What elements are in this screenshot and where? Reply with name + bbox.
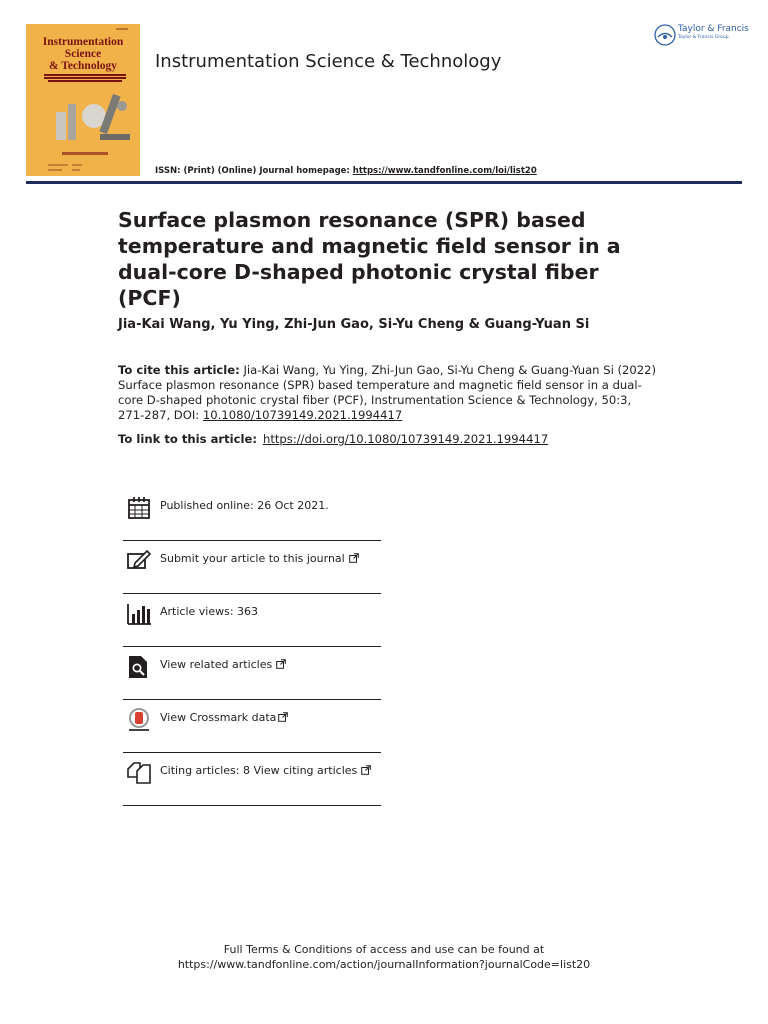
citing-articles-item[interactable] — [123, 753, 381, 806]
crossmark-link[interactable]: View Crossmark data — [160, 711, 288, 724]
external-link-icon — [276, 659, 286, 669]
issn-label: ISSN: (Print) (Online) Journal homepage: — [155, 166, 353, 176]
submit-article-item[interactable] — [123, 541, 381, 594]
cite-label: To cite this article: — [118, 363, 240, 377]
publisher-logo — [654, 22, 749, 48]
link-block — [118, 432, 548, 446]
crossmark-icon — [127, 708, 151, 732]
cover-editor-line — [62, 152, 108, 155]
publisher-group: Taylor & Francis Group — [678, 35, 729, 40]
issn-line — [155, 166, 537, 176]
cover-volume-mark — [116, 28, 128, 30]
journal-cover — [26, 24, 140, 176]
external-link-icon — [349, 553, 359, 563]
related-articles-item[interactable] — [123, 647, 381, 700]
crossmark-item[interactable] — [123, 700, 381, 753]
related-articles-link[interactable]: View related articles — [160, 658, 286, 671]
journal-name: Instrumentation Science & Technology — [155, 51, 502, 72]
cite-text: Jia-Kai Wang, Yu Ying, Zhi-Jun Gao, Si-Yu Cheng & Guang-Yuan Si (2022) Surface plasmon resonance (SPR) based temperature and magnetic field sensor in a dual-core D-shaped photonic crystal fiber (PCF), Instrumentation Science & Technology, 50:3, 271-287, DOI: — [118, 363, 657, 422]
article-views-text: Article views: 363 — [160, 605, 259, 618]
submit-article-link[interactable]: Submit your article to this journal — [160, 552, 359, 565]
citation-block — [118, 363, 658, 423]
cover-detail-line — [72, 164, 82, 166]
article-title: Surface plasmon resonance (SPR) based temperature and magnetic field sensor in a dual-core D-shaped photonic crystal fiber (PCF) — [118, 208, 621, 310]
terms-line: Full Terms & Conditions of access and use can be found at — [223, 943, 545, 956]
terms-footer — [0, 942, 768, 972]
doi-link[interactable]: 10.1080/10739149.2021.1994417 — [202, 408, 403, 422]
document-search-icon — [127, 655, 151, 679]
article-doi-url[interactable]: https://doi.org/10.1080/10739149.2021.1994417 — [262, 432, 549, 446]
header-divider — [26, 181, 742, 184]
cover-detail-line — [72, 169, 80, 171]
terms-url[interactable]: https://www.tandfonline.com/action/journalInformation?journalCode=list20 — [177, 958, 591, 971]
bar-chart-icon — [127, 602, 151, 626]
cover-title: Instrumentation Science & Technology — [42, 36, 124, 72]
journal-homepage-link[interactable]: https://www.tandfonline.com/loi/list20 — [352, 166, 537, 176]
taylor-francis-icon — [654, 24, 676, 46]
published-online-text: Published online: 26 Oct 2021. — [160, 499, 329, 512]
publisher-name: Taylor & Francis — [678, 24, 749, 34]
external-link-icon — [361, 765, 371, 775]
article-meta-list — [123, 488, 381, 806]
microscope-illustration — [50, 86, 140, 146]
article-authors: Jia-Kai Wang, Yu Ying, Zhi-Jun Gao, Si-Yu Cheng & Guang-Yuan Si — [118, 317, 590, 332]
cover-detail-line — [48, 164, 68, 166]
article-views-item — [123, 594, 381, 647]
published-online-item — [123, 488, 381, 541]
cover-detail-line — [48, 169, 62, 171]
citing-articles-link[interactable]: Citing articles: 8 View citing articles — [160, 764, 371, 777]
edit-icon — [127, 549, 151, 573]
citing-documents-icon — [127, 761, 151, 785]
cover-subtitle-lines — [44, 73, 126, 83]
link-label: To link to this article: — [118, 432, 257, 446]
calendar-icon — [127, 496, 151, 520]
external-link-icon — [278, 712, 288, 722]
